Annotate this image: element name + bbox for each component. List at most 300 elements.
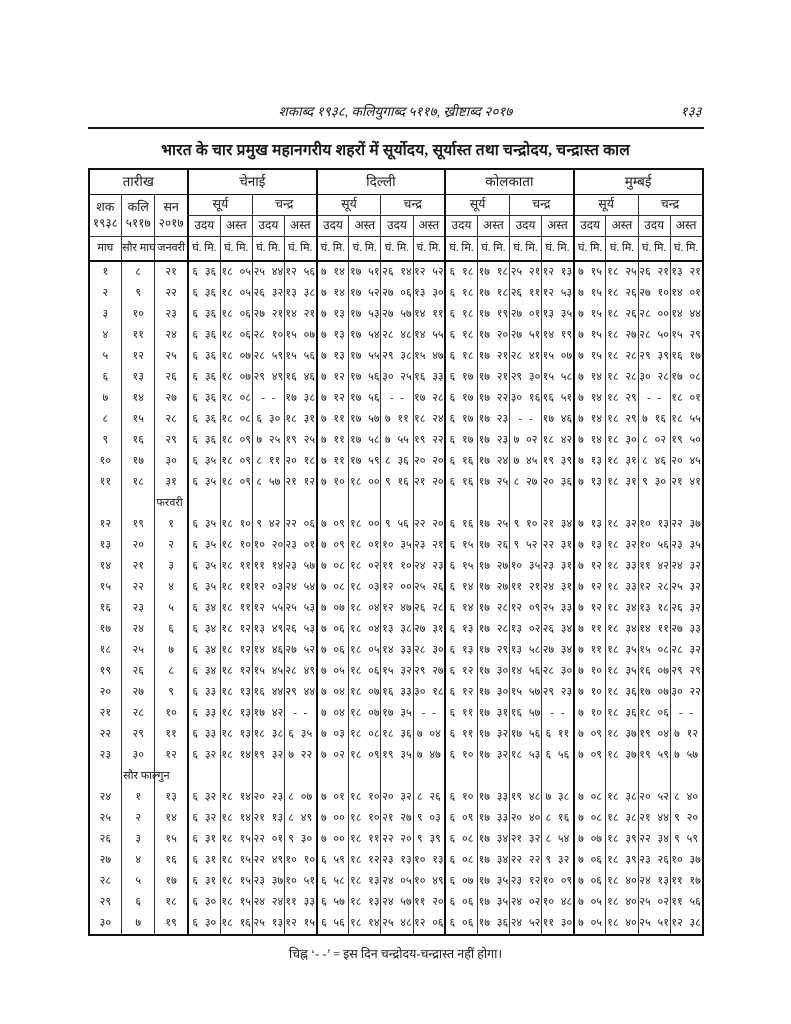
time-cell: - - bbox=[381, 388, 413, 409]
time-cell: ६ ३१ bbox=[188, 871, 220, 892]
time-cell: २८ ३० bbox=[542, 661, 574, 682]
time-cell: १८ ०५ bbox=[220, 261, 252, 283]
time-cell: १३ ३८ bbox=[284, 283, 316, 304]
time-cell: २६ २८ bbox=[413, 598, 445, 619]
time-cell: ९ ३० bbox=[638, 472, 670, 493]
time-cell: १२ ०६ bbox=[413, 913, 445, 935]
date-cell: २२ bbox=[122, 577, 155, 598]
table-row bbox=[89, 787, 703, 808]
date-cell: ५ bbox=[122, 871, 155, 892]
time-cell: ७ १२ bbox=[574, 598, 606, 619]
time-cell: १० ५१ bbox=[284, 871, 316, 892]
empty-cell bbox=[670, 493, 702, 514]
time-cell: १८ ०९ bbox=[349, 745, 381, 766]
time-cell: १७ ५६ bbox=[349, 388, 381, 409]
time-cell: २० ४५ bbox=[670, 451, 702, 472]
time-cell: ७ ०६ bbox=[317, 619, 349, 640]
date-cell: ८ bbox=[89, 409, 122, 430]
empty-cell bbox=[574, 766, 606, 787]
time-cell: ६ ३२ bbox=[188, 787, 220, 808]
time-cell: ७ ०० bbox=[317, 829, 349, 850]
time-cell: ६ १४ bbox=[445, 598, 477, 619]
time-cell: ७ ०९ bbox=[317, 514, 349, 535]
empty-cell bbox=[284, 493, 316, 514]
time-cell: २७ ०६ bbox=[381, 283, 413, 304]
empty-cell bbox=[220, 766, 252, 787]
header-set: अस्त bbox=[477, 216, 509, 237]
time-cell: २५ २१ bbox=[509, 261, 541, 283]
time-cell: १८ १६ bbox=[220, 913, 252, 935]
empty-cell bbox=[349, 766, 381, 787]
time-cell: २७ ३३ bbox=[670, 619, 702, 640]
time-cell: २० ३६ bbox=[542, 472, 574, 493]
time-cell: ९ ५६ bbox=[381, 514, 413, 535]
time-cell: १७ २० bbox=[477, 325, 509, 346]
empty-cell bbox=[509, 493, 541, 514]
time-cell: १७ २६ bbox=[477, 535, 509, 556]
time-cell: ६ ३५ bbox=[188, 472, 220, 493]
time-cell: १७ २५ bbox=[477, 472, 509, 493]
time-cell: १८ ३८ bbox=[606, 787, 638, 808]
time-cell: ६ ३६ bbox=[188, 409, 220, 430]
time-cell: १४ ५६ bbox=[509, 661, 541, 682]
time-cell: ८ १६ bbox=[542, 808, 574, 829]
time-cell: २० ५२ bbox=[638, 787, 670, 808]
time-cell: ८ ४६ bbox=[638, 451, 670, 472]
time-cell: १० ५६ bbox=[638, 535, 670, 556]
time-cell: ७ १२ bbox=[317, 367, 349, 388]
time-cell: २१ २० bbox=[413, 472, 445, 493]
time-cell: ७ १० bbox=[574, 661, 606, 682]
date-cell: २९ bbox=[89, 892, 122, 913]
time-cell: ७ ११ bbox=[381, 409, 413, 430]
header-era-san: सन २०१७ bbox=[155, 195, 188, 237]
time-cell: १७ २७ bbox=[477, 556, 509, 577]
time-cell: २९ ४४ bbox=[284, 682, 316, 703]
time-cell: १७ ३२ bbox=[477, 745, 509, 766]
time-cell: १८ २६ bbox=[606, 304, 638, 325]
time-cell: १८ ११ bbox=[220, 598, 252, 619]
time-cell: १७ ४६ bbox=[542, 409, 574, 430]
time-cell: १८ १३ bbox=[220, 703, 252, 724]
time-cell: ६ १८ bbox=[445, 261, 477, 283]
time-cell: ६ ३६ bbox=[188, 430, 220, 451]
time-cell: १८ ०५ bbox=[349, 640, 381, 661]
time-cell: १८ २७ bbox=[606, 325, 638, 346]
time-cell: १२ ५६ bbox=[284, 261, 316, 283]
header-moon: चन्द्र bbox=[381, 195, 445, 216]
time-cell: ७ १४ bbox=[574, 388, 606, 409]
time-cell: २८ ३२ bbox=[670, 640, 702, 661]
table-row bbox=[89, 472, 703, 493]
table-row bbox=[89, 661, 703, 682]
time-cell: १२ ५३ bbox=[542, 283, 574, 304]
header-month-january: जनवरी bbox=[155, 237, 188, 262]
date-cell: २७ bbox=[89, 850, 122, 871]
time-cell: ७ ०९ bbox=[317, 535, 349, 556]
date-cell: ३ bbox=[122, 829, 155, 850]
header-rise: उदय bbox=[638, 216, 670, 237]
date-cell: १६ bbox=[89, 598, 122, 619]
time-cell: १८ ४० bbox=[606, 913, 638, 935]
time-cell: १८ ०१ bbox=[670, 388, 702, 409]
time-cell: ६ १७ bbox=[445, 409, 477, 430]
header-month-saura: सौर माघ bbox=[122, 237, 155, 262]
time-cell: १८ ३८ bbox=[606, 808, 638, 829]
time-cell: १७ ४२ bbox=[252, 703, 284, 724]
time-cell: ६ ३१ bbox=[188, 850, 220, 871]
time-cell: ७ ११ bbox=[574, 619, 606, 640]
time-cell: २२ ३४ bbox=[638, 829, 670, 850]
time-cell: २२ २० bbox=[381, 829, 413, 850]
time-cell: १७ ५९ bbox=[349, 451, 381, 472]
header-sun: सूर्य bbox=[574, 195, 638, 216]
date-cell: २९ bbox=[155, 430, 188, 451]
time-cell: २७ ५१ bbox=[509, 325, 541, 346]
time-cell: २२ ३१ bbox=[542, 535, 574, 556]
empty-cell bbox=[349, 493, 381, 514]
time-cell: १२ ०३ bbox=[252, 577, 284, 598]
time-cell: १८ १५ bbox=[220, 829, 252, 850]
time-cell: १९ ३९ bbox=[542, 451, 574, 472]
time-cell: २९ ३० bbox=[509, 367, 541, 388]
table-row bbox=[89, 619, 703, 640]
header-unit: घं. मि. bbox=[284, 237, 316, 262]
time-cell: ६ ३० bbox=[252, 409, 284, 430]
time-cell: ८ २६ bbox=[413, 787, 445, 808]
empty-cell bbox=[509, 766, 541, 787]
time-cell: १८ ०८ bbox=[349, 724, 381, 745]
time-cell: १७ ३४ bbox=[477, 850, 509, 871]
time-cell: १७ ३० bbox=[477, 661, 509, 682]
table-row bbox=[89, 745, 703, 766]
time-cell: १८ ११ bbox=[349, 829, 381, 850]
running-head bbox=[88, 102, 704, 129]
time-cell: १५ ५७ bbox=[509, 682, 541, 703]
date-cell: २१ bbox=[122, 556, 155, 577]
date-cell: २६ bbox=[155, 367, 188, 388]
time-cell: १८ ०४ bbox=[349, 619, 381, 640]
time-cell: ६ १८ bbox=[445, 304, 477, 325]
header-unit: घं. मि. bbox=[638, 237, 670, 262]
date-cell: ४ bbox=[155, 577, 188, 598]
time-cell: १८ १० bbox=[349, 787, 381, 808]
time-cell: २२ ३७ bbox=[670, 514, 702, 535]
time-cell: ८ ११ bbox=[252, 451, 284, 472]
time-cell: ९ ५२ bbox=[509, 535, 541, 556]
table-row bbox=[89, 283, 703, 304]
time-cell: २२ २० bbox=[413, 514, 445, 535]
footnote: चिह्न ‘- -’ = इस दिन चन्द्रोदय-चन्द्रास्त नहीं होगा। bbox=[288, 947, 503, 961]
header-moon: चन्द्र bbox=[509, 195, 573, 216]
time-cell: ११ १० bbox=[381, 556, 413, 577]
date-cell: १४ bbox=[155, 808, 188, 829]
time-cell: १४ ३३ bbox=[381, 640, 413, 661]
time-cell: १८ ३६ bbox=[606, 682, 638, 703]
time-cell: ६ ०८ bbox=[445, 829, 477, 850]
time-cell: ७ ०४ bbox=[317, 703, 349, 724]
time-cell: ६ ३५ bbox=[188, 535, 220, 556]
time-cell: १६ ३३ bbox=[381, 682, 413, 703]
header-set: अस्त bbox=[284, 216, 316, 237]
time-cell: २१ २७ bbox=[381, 808, 413, 829]
empty-cell bbox=[188, 493, 220, 514]
date-cell: २२ bbox=[89, 724, 122, 745]
time-cell: २४ ५२ bbox=[509, 913, 541, 935]
time-cell: १८ ३३ bbox=[606, 577, 638, 598]
time-cell: १८ ३६ bbox=[381, 724, 413, 745]
date-cell: १५ bbox=[122, 409, 155, 430]
time-cell: १५ ५६ bbox=[284, 346, 316, 367]
header-unit: घं. मि. bbox=[509, 237, 541, 262]
time-cell: ६ ३६ bbox=[188, 388, 220, 409]
date-cell: २८ bbox=[89, 871, 122, 892]
time-cell: १० १३ bbox=[413, 850, 445, 871]
header-city-delhi: दिल्ली bbox=[317, 169, 446, 195]
time-cell: १८ ४० bbox=[606, 871, 638, 892]
time-cell: १३ ५८ bbox=[509, 640, 541, 661]
time-cell: १७ २८ bbox=[413, 388, 445, 409]
time-cell: २३ ३५ bbox=[670, 535, 702, 556]
time-cell: १७ ५२ bbox=[349, 283, 381, 304]
time-cell: २९ २९ bbox=[670, 661, 702, 682]
time-cell: १४ ५५ bbox=[413, 325, 445, 346]
time-cell: १७ ५४ bbox=[349, 325, 381, 346]
date-cell: १० bbox=[89, 451, 122, 472]
time-cell: ७ ०७ bbox=[317, 598, 349, 619]
time-cell: ७ ०४ bbox=[317, 682, 349, 703]
time-cell: १८ १४ bbox=[220, 808, 252, 829]
date-cell: ३ bbox=[155, 556, 188, 577]
time-cell: १८ २६ bbox=[606, 283, 638, 304]
time-cell: १७ ३३ bbox=[477, 808, 509, 829]
time-cell: ९ १६ bbox=[381, 472, 413, 493]
time-cell: १८ ०९ bbox=[220, 430, 252, 451]
header-rise: उदय bbox=[188, 216, 220, 237]
time-cell: ६ ३३ bbox=[188, 724, 220, 745]
time-cell: १७ ०८ bbox=[670, 367, 702, 388]
time-cell: ७ १५ bbox=[574, 346, 606, 367]
time-cell: २६ ११ bbox=[509, 283, 541, 304]
time-cell: ७ १५ bbox=[574, 283, 606, 304]
time-cell: १८ ०९ bbox=[220, 451, 252, 472]
time-cell: १८ ०४ bbox=[349, 598, 381, 619]
time-cell: १७ २२ bbox=[477, 388, 509, 409]
time-cell: ७ १३ bbox=[317, 346, 349, 367]
time-cell: ६ १७ bbox=[445, 430, 477, 451]
time-cell: २३ २१ bbox=[413, 535, 445, 556]
time-cell: ६ ३५ bbox=[188, 556, 220, 577]
time-cell: २३ ०१ bbox=[284, 535, 316, 556]
date-cell: १३ bbox=[122, 367, 155, 388]
time-cell: १८ १३ bbox=[349, 871, 381, 892]
time-cell: १७ १८ bbox=[477, 283, 509, 304]
time-cell: १८ ०६ bbox=[638, 703, 670, 724]
time-cell: ७ ०१ bbox=[317, 787, 349, 808]
time-cell: ११ १७ bbox=[670, 871, 702, 892]
header-era-kali: कलि ५११७ bbox=[122, 195, 155, 237]
time-cell: ११ ३० bbox=[542, 913, 574, 935]
date-cell: २८ bbox=[155, 409, 188, 430]
date-cell: २४ bbox=[122, 619, 155, 640]
time-cell: ७ ११ bbox=[317, 409, 349, 430]
time-cell: २८ १० bbox=[252, 325, 284, 346]
time-cell: ६ ५६ bbox=[317, 913, 349, 935]
time-cell: ७ ०९ bbox=[574, 745, 606, 766]
time-cell: २९ ३८ bbox=[381, 346, 413, 367]
empty-cell bbox=[317, 493, 349, 514]
time-cell: २० २० bbox=[413, 451, 445, 472]
time-cell: १३ ३८ bbox=[381, 619, 413, 640]
time-cell: ६ ३४ bbox=[188, 640, 220, 661]
date-cell: २४ bbox=[155, 325, 188, 346]
time-cell: ७ ५७ bbox=[670, 745, 702, 766]
time-cell: - - bbox=[252, 388, 284, 409]
time-cell: १८ १४ bbox=[349, 913, 381, 935]
header-unit: घं. मि. bbox=[606, 237, 638, 262]
time-cell: ६ १२ bbox=[445, 661, 477, 682]
date-cell: ६ bbox=[122, 892, 155, 913]
time-cell: ६ १७ bbox=[445, 388, 477, 409]
time-cell: २८ ४८ bbox=[381, 325, 413, 346]
time-cell: ६ १२ bbox=[445, 682, 477, 703]
header-moon: चन्द्र bbox=[252, 195, 316, 216]
time-cell: १० ३७ bbox=[670, 850, 702, 871]
time-cell: २४ २४ bbox=[252, 892, 284, 913]
header-era-shaka: शक १९३८ bbox=[89, 195, 122, 237]
empty-cell bbox=[188, 766, 220, 787]
time-cell: १८ ११ bbox=[220, 577, 252, 598]
date-cell: ३० bbox=[89, 913, 122, 935]
time-cell: ३० २२ bbox=[670, 682, 702, 703]
time-cell: २९ ३९ bbox=[638, 346, 670, 367]
header-city-kolkata: कोलकाता bbox=[445, 169, 574, 195]
time-cell: १८ २८ bbox=[606, 346, 638, 367]
time-cell: ६ ३६ bbox=[188, 346, 220, 367]
time-cell: २५ ५१ bbox=[638, 913, 670, 935]
time-cell: ७ १४ bbox=[574, 409, 606, 430]
time-cell: २२ २२ bbox=[509, 850, 541, 871]
time-cell: १८ ०९ bbox=[220, 472, 252, 493]
time-cell: १२ ५२ bbox=[413, 261, 445, 283]
time-cell: १२ १३ bbox=[542, 261, 574, 283]
header-set: अस्त bbox=[413, 216, 445, 237]
date-cell: १९ bbox=[155, 913, 188, 935]
date-cell: ३० bbox=[155, 451, 188, 472]
time-cell: १८ ०८ bbox=[220, 388, 252, 409]
time-cell: ७ १३ bbox=[574, 451, 606, 472]
time-cell: १३ २१ bbox=[670, 261, 702, 283]
time-cell: १८ १० bbox=[220, 535, 252, 556]
time-cell: १३ ३० bbox=[413, 283, 445, 304]
date-cell: १ bbox=[122, 787, 155, 808]
time-cell: ९ ३० bbox=[284, 829, 316, 850]
header-set: अस्त bbox=[606, 216, 638, 237]
time-cell: १७ २१ bbox=[477, 367, 509, 388]
time-cell: ७ १५ bbox=[574, 325, 606, 346]
time-cell: ६ ५६ bbox=[542, 745, 574, 766]
header-unit: घं. मि. bbox=[413, 237, 445, 262]
time-cell: १५ ४७ bbox=[413, 346, 445, 367]
time-cell: ७ ४५ bbox=[509, 451, 541, 472]
time-cell: ६ ५८ bbox=[317, 871, 349, 892]
table-row bbox=[89, 703, 703, 724]
time-cell: १२ ०० bbox=[381, 577, 413, 598]
time-cell: १० १३ bbox=[638, 514, 670, 535]
date-cell: १२ bbox=[89, 514, 122, 535]
time-cell: १८ ३९ bbox=[606, 829, 638, 850]
time-cell: २३ २६ bbox=[638, 850, 670, 871]
date-cell: २ bbox=[122, 808, 155, 829]
time-cell: ८ ५७ bbox=[252, 472, 284, 493]
empty-cell bbox=[670, 766, 702, 787]
date-cell: २८ bbox=[122, 703, 155, 724]
date-cell: २१ bbox=[155, 261, 188, 283]
time-cell: ६ ५७ bbox=[317, 892, 349, 913]
time-cell: २७ १० bbox=[638, 283, 670, 304]
time-cell: १२ ३८ bbox=[670, 913, 702, 935]
table-row bbox=[89, 829, 703, 850]
time-cell: २३ ५७ bbox=[284, 556, 316, 577]
header-unit: घं. मि. bbox=[445, 237, 477, 262]
time-cell: ६ ११ bbox=[542, 724, 574, 745]
time-cell: १८ ०७ bbox=[220, 367, 252, 388]
time-cell: १८ १५ bbox=[220, 871, 252, 892]
time-cell: १८ ३१ bbox=[284, 409, 316, 430]
time-cell: १५ २९ bbox=[670, 325, 702, 346]
date-cell: २३ bbox=[122, 598, 155, 619]
time-cell: ६ ३६ bbox=[188, 367, 220, 388]
time-cell: - - bbox=[284, 703, 316, 724]
header-unit: घं. मि. bbox=[188, 237, 220, 262]
time-cell: १६ ५७ bbox=[509, 703, 541, 724]
time-cell: १८ २५ bbox=[606, 261, 638, 283]
date-cell: १३ bbox=[89, 535, 122, 556]
empty-cell bbox=[252, 493, 284, 514]
time-cell: ७ ०७ bbox=[574, 829, 606, 850]
section-label-row bbox=[89, 493, 703, 514]
date-cell: ३१ bbox=[155, 472, 188, 493]
time-cell: १५ ५८ bbox=[542, 367, 574, 388]
time-cell: २८ ४९ bbox=[284, 661, 316, 682]
time-cell: ३० २५ bbox=[381, 367, 413, 388]
time-cell: ६ ३० bbox=[188, 913, 220, 935]
header-unit: घं. मि. bbox=[252, 237, 284, 262]
time-cell: ११ ५६ bbox=[670, 892, 702, 913]
time-cell: २४ १३ bbox=[638, 871, 670, 892]
time-cell: १८ २९ bbox=[606, 388, 638, 409]
empty-cell bbox=[638, 493, 670, 514]
time-cell: ७ १३ bbox=[317, 304, 349, 325]
time-cell: १७ ३५ bbox=[477, 871, 509, 892]
time-cell: १८ ०२ bbox=[349, 556, 381, 577]
time-cell: २४ २३ bbox=[413, 556, 445, 577]
date-cell: १० bbox=[122, 304, 155, 325]
time-cell: १८ ०३ bbox=[349, 577, 381, 598]
date-cell: १२ bbox=[155, 745, 188, 766]
time-cell: १९ ३२ bbox=[252, 745, 284, 766]
time-cell: २० २३ bbox=[252, 787, 284, 808]
time-cell: १७ २८ bbox=[477, 598, 509, 619]
time-cell: १२ ५५ bbox=[252, 598, 284, 619]
date-cell: ४ bbox=[89, 325, 122, 346]
header-sun: सूर्य bbox=[445, 195, 509, 216]
table-row bbox=[89, 598, 703, 619]
time-cell: २८ ३० bbox=[413, 640, 445, 661]
time-cell: ६ ३५ bbox=[188, 514, 220, 535]
time-cell: १५ ०८ bbox=[638, 640, 670, 661]
time-cell: ७ ०८ bbox=[317, 556, 349, 577]
